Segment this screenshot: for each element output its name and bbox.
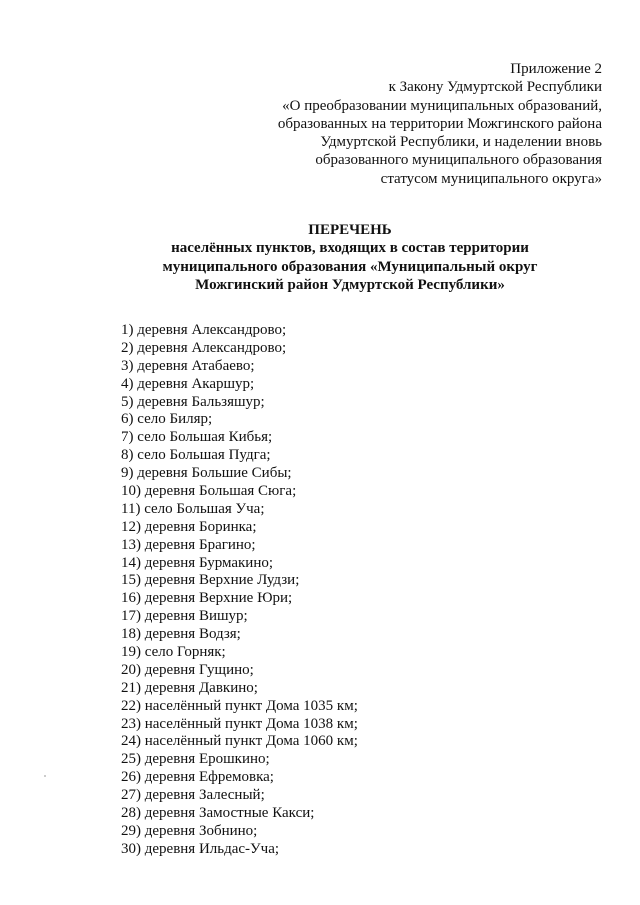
list-item: 29) деревня Зобнино; [121,822,258,839]
appendix-line: образованного муниципального образования [315,152,602,169]
settlements-list [121,322,601,859]
list-item: 8) село Большая Пудга; [121,447,271,464]
list-item: 14) деревня Бурмакино; [121,554,274,571]
list-item: 3) деревня Атабаево; [121,357,255,374]
list-item: 1) деревня Александрово; [121,322,287,338]
list-item: 26) деревня Ефремовка; [121,769,274,786]
list-item: 19) село Горняк; [121,644,226,661]
list-item: 4) деревня Акаршур; [121,375,255,392]
appendix-line: статусом муниципального округа» [380,170,602,187]
list-item: 22) населённый пункт Дома 1035 км; [121,697,358,714]
list-item: 9) деревня Большие Сибы; [121,465,292,482]
title-line: муниципального образования «Муниципальный округ [162,258,538,275]
appendix-line: образованных на территории Можгинского района [277,115,602,132]
list-item: 23) населённый пункт Дома 1038 км; [121,715,358,732]
list-item: 27) деревня Залесный; [121,787,265,804]
list-item: 20) деревня Гущино; [121,661,254,678]
list-item: 21) деревня Давкино; [121,679,258,696]
list-item: 25) деревня Ерошкино; [121,751,270,768]
list-item: 12) деревня Боринка; [121,518,257,535]
list-item: 5) деревня Бальзяшур; [121,393,265,410]
list-item: 6) село Биляр; [121,411,213,428]
list-item: 18) деревня Водзя; [121,626,241,643]
appendix-line: Приложение 2 [510,61,602,77]
list-item: 28) деревня Замостные Какси; [121,805,315,822]
appendix-line: Удмуртской Республики, и наделении вновь [320,134,602,151]
list-item: 10) деревня Большая Сюга; [121,483,297,500]
appendix-header [182,60,602,188]
list-item: 7) село Большая Кибья; [121,429,273,446]
list-item: 15) деревня Верхние Лудзи; [121,572,300,589]
title-heading: ПЕРЕЧЕНЬ [308,222,392,238]
list-item: 2) деревня Александрово; [121,339,287,356]
document-title [100,221,600,294]
title-line: Можгинский район Удмуртской Республики» [195,276,505,293]
list-item: 17) деревня Вишур; [121,608,248,625]
list-item: 24) населённый пункт Дома 1060 км; [121,733,358,750]
list-item: 11) село Большая Уча; [121,500,265,517]
scan-speck [44,775,46,777]
title-line: населённых пунктов, входящих в состав территории [171,240,529,257]
appendix-line: к Закону Удмуртской Республики [388,79,602,96]
list-item: 30) деревня Ильдас-Уча; [121,840,280,857]
appendix-line: «О преобразовании муниципальных образований, [282,97,602,114]
list-item: 16) деревня Верхние Юри; [121,590,293,607]
list-item: 13) деревня Брагино; [121,536,256,553]
